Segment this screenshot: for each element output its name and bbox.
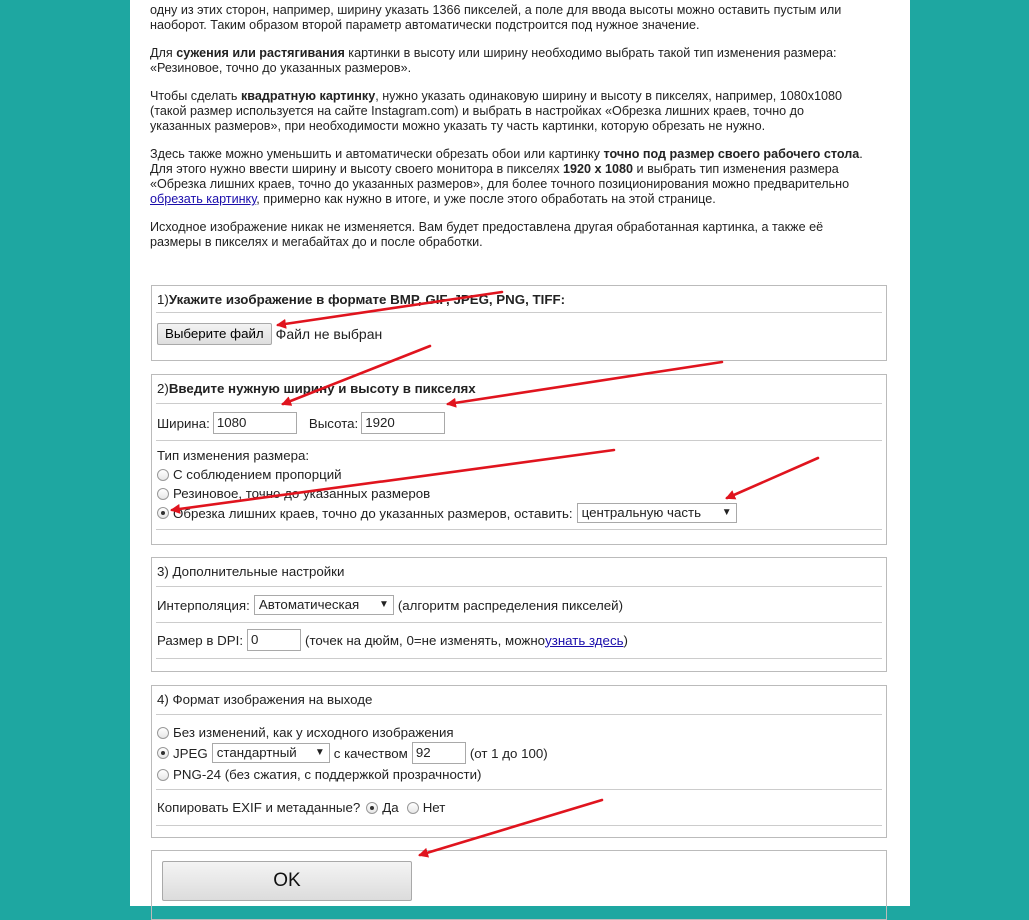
divider (156, 622, 882, 623)
intro-line (150, 89, 890, 104)
dpi-label: Размер в DPI: (157, 632, 244, 648)
radio-png[interactable] (157, 767, 481, 782)
text-span: Чтобы сделать (150, 89, 241, 103)
divider (156, 658, 882, 659)
intro-line (150, 192, 890, 207)
intro-line: указанных размеров», при необходимости можно указать ту часть картинки, которую обрезать не нужно. (150, 119, 766, 133)
no-file-label: Файл не выбран (275, 326, 383, 342)
text-span: , примерно как нужно в итоге, и уже после этого обработать на этой странице. (256, 192, 716, 206)
text-span: , нужно указать одинаковую ширину и высоту в пикселях, например, 1080x1080 (375, 89, 843, 103)
select-value: стандартный (216, 745, 297, 760)
intro-line: размеры в пикселях и мегабайтах до и после обработки. (150, 235, 483, 249)
radio-label: Да (382, 800, 399, 815)
divider (156, 312, 882, 313)
quality-range: (от 1 до 100) (469, 745, 548, 761)
height-label: Высота: (308, 415, 359, 431)
section-submit (151, 850, 887, 920)
radio-label: PNG-24 (без сжатия, с поддержкой прозрачности) (173, 767, 482, 782)
radio-icon[interactable] (157, 769, 169, 781)
intro-line: Исходное изображение никак не изменяется. Вам будет предоставлена другая обработанная картинка, а также её (150, 220, 824, 234)
text-span: Для (150, 46, 177, 60)
radio-exif-no[interactable] (407, 802, 419, 814)
exif-row (157, 800, 445, 815)
quality-input[interactable]: 92 (412, 742, 466, 764)
radio-label: Нет (422, 800, 446, 815)
radio-icon[interactable] (157, 727, 169, 739)
intro-line: «Резиновое, точно до указанных размеров». (150, 61, 412, 75)
dpi-note: (точек на дюйм, 0=не изменять, можно (305, 632, 546, 648)
jpeg-mode-select[interactable] (212, 743, 330, 763)
text-span: и выбрать тип изменения размера (633, 162, 839, 176)
bold-span: точно под размер своего рабочего стола (603, 147, 860, 161)
radio-label: Без изменений, как у исходного изображения (173, 725, 454, 740)
interpolation-row (157, 595, 623, 615)
radio-crop[interactable] (157, 503, 737, 523)
bold-span: сужения или растягивания (176, 46, 345, 60)
radio-no-change[interactable] (157, 725, 454, 740)
divider (156, 403, 882, 404)
learn-dpi-link[interactable]: узнать здесь (545, 632, 624, 648)
radio-icon[interactable] (157, 488, 169, 500)
intro-line (150, 147, 890, 162)
radio-jpeg[interactable] (157, 742, 548, 764)
interpolation-label: Интерполяция: (157, 597, 250, 613)
section-output-format (151, 685, 887, 838)
resize-type-label: Тип изменения размера: (157, 448, 310, 463)
intro-line: одну из этих сторон, например, ширину указать 1366 пикселей, а поле для ввода высоты можно оставить пустым или (150, 3, 842, 17)
intro-line: «Обрезка лишних краев, точно до указанных размеров», для более точного позиционирования можно предварительно (150, 177, 850, 191)
width-label: Ширина: (157, 415, 210, 431)
section-number: 1) (157, 292, 169, 307)
page-container (130, 0, 910, 906)
size-row (157, 412, 445, 434)
bold-span: квадратную картинку (240, 89, 376, 103)
dropdown-caret-icon: ▼ (721, 507, 732, 518)
width-input[interactable]: 1080 (213, 412, 297, 434)
section-title: 3) Дополнительные настройки (157, 564, 345, 579)
select-value: центральную часть (581, 505, 702, 520)
text-span: Здесь также можно уменьшить и автоматически обрезать обои или картинку (150, 147, 604, 161)
divider (156, 440, 882, 441)
text-span: картинки в высоту или ширину необходимо выбрать такой тип изменения размера: (344, 46, 837, 60)
divider (156, 714, 882, 715)
radio-icon-selected[interactable] (157, 507, 169, 519)
radio-proportional[interactable] (157, 467, 342, 482)
dropdown-caret-icon: ▼ (378, 599, 389, 610)
radio-label: JPEG (173, 745, 208, 761)
radio-stretch[interactable] (157, 486, 430, 501)
radio-icon[interactable] (157, 469, 169, 481)
choose-file-button[interactable]: Выберите файл (157, 323, 272, 345)
exif-label: Копировать EXIF и метаданные? (157, 800, 361, 815)
file-row (157, 323, 382, 345)
intro-line: (такой размер используется на сайте Instagram.com) и выбрать в настройках «Обрезка лишних краев, точно до (150, 104, 805, 118)
radio-icon-selected[interactable] (157, 747, 169, 759)
interpolation-note: (алгоритм распределения пикселей) (397, 597, 624, 613)
intro-line: наоборот. Таким образом второй параметр автоматически подстроится под нужное значение. (150, 18, 700, 32)
dpi-row (157, 629, 628, 651)
intro-line (150, 162, 890, 177)
select-value: Автоматическая (258, 597, 360, 612)
section-additional (151, 557, 887, 672)
divider (156, 586, 882, 587)
section-header (157, 292, 565, 307)
text-span: Для этого нужно ввести ширину и высоту своего монитора в пикселях (150, 162, 563, 176)
intro-line (150, 46, 890, 61)
section-upload (151, 285, 887, 361)
radio-label: С соблюдением пропорций (173, 467, 342, 482)
divider (156, 529, 882, 530)
bold-span: 1920 x 1080 (563, 162, 634, 176)
quality-label: с качеством (333, 745, 408, 761)
dpi-note-end: ) (623, 632, 628, 648)
dropdown-caret-icon: ▼ (314, 747, 325, 758)
radio-label: Обрезка лишних краев, точно до указанных размеров, оставить: (173, 505, 573, 521)
crop-image-link[interactable]: обрезать картинку (150, 192, 257, 206)
radio-label: Резиновое, точно до указанных размеров (173, 486, 431, 501)
section-number: 2) (157, 381, 169, 396)
section-title: 4) Формат изображения на выходе (157, 692, 373, 707)
divider (156, 789, 882, 790)
section-title: Введите нужную ширину и высоту в пикселях (168, 381, 476, 396)
section-title: Укажите изображение в формате BMP, GIF, JPEG, PNG, TIFF: (168, 292, 566, 307)
crop-position-select[interactable] (577, 503, 737, 523)
interpolation-select[interactable] (254, 595, 394, 615)
height-input[interactable]: 1920 (361, 412, 445, 434)
ok-button[interactable]: OK (162, 861, 412, 901)
dpi-input[interactable]: 0 (247, 629, 301, 651)
section-dimensions (151, 374, 887, 545)
text-span: . (859, 147, 863, 161)
divider (156, 825, 882, 826)
section-header (157, 381, 476, 396)
radio-exif-yes[interactable] (366, 802, 378, 814)
